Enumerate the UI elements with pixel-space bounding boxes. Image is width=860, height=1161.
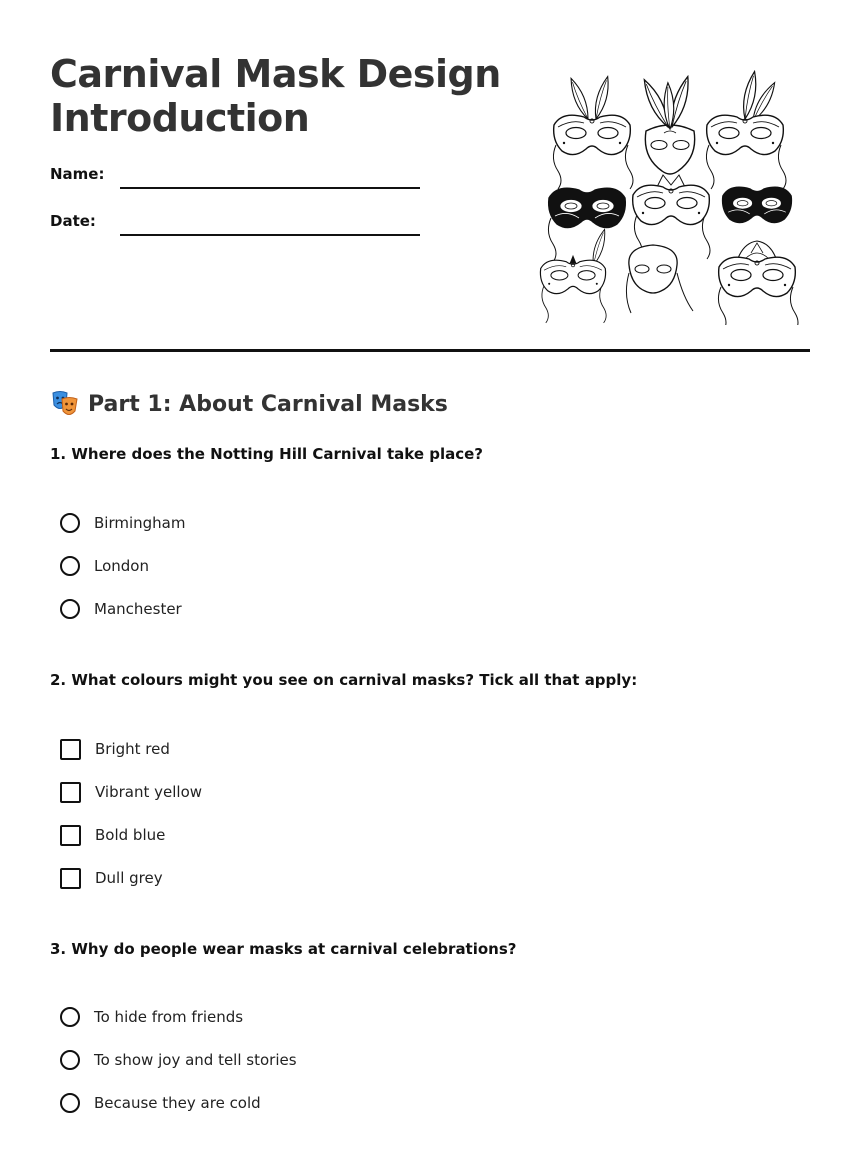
question-2: 2. What colours might you see on carnival masks? Tick all that apply: xyxy=(50,671,638,689)
q3-option-show-joy[interactable] xyxy=(60,1048,297,1072)
title-line-2: Introduction xyxy=(50,96,310,140)
question-3: 3. Why do people wear masks at carnival celebrations? xyxy=(50,940,517,958)
q2-option-dull-grey[interactable] xyxy=(60,866,163,890)
radio-button[interactable] xyxy=(60,1007,80,1027)
q3-option-hide-from-friends[interactable] xyxy=(60,1005,243,1029)
q1-option-london[interactable] xyxy=(60,554,149,578)
option-label: Bright red xyxy=(95,740,170,758)
radio-button[interactable] xyxy=(60,1050,80,1070)
section-heading xyxy=(50,387,448,421)
q2-option-bright-red[interactable] xyxy=(60,737,170,761)
radio-button[interactable] xyxy=(60,1093,80,1113)
performing-arts-masks-icon xyxy=(50,389,80,419)
title-line-1: Carnival Mask Design xyxy=(50,52,501,96)
q2-option-bold-blue[interactable] xyxy=(60,823,165,847)
option-label: Because they are cold xyxy=(94,1094,261,1112)
option-label: London xyxy=(94,557,149,575)
header-divider xyxy=(50,349,810,352)
radio-button[interactable] xyxy=(60,599,80,619)
checkbox[interactable] xyxy=(60,825,81,846)
option-label: Bold blue xyxy=(95,826,166,844)
checkbox[interactable] xyxy=(60,782,81,803)
name-field[interactable] xyxy=(120,187,420,189)
option-label: To hide from friends xyxy=(94,1008,244,1026)
checkbox[interactable] xyxy=(60,868,81,889)
option-label: Vibrant yellow xyxy=(95,783,203,801)
page-title xyxy=(50,52,520,140)
option-label: Manchester xyxy=(94,600,182,618)
question-1: 1. Where does the Notting Hill Carnival take place? xyxy=(50,445,483,463)
carnival-masks-illustration xyxy=(535,65,805,325)
radio-button[interactable] xyxy=(60,513,80,533)
q1-option-manchester[interactable] xyxy=(60,597,182,621)
name-label: Name: xyxy=(50,165,105,183)
date-field[interactable] xyxy=(120,234,420,236)
date-label: Date: xyxy=(50,212,96,230)
checkbox[interactable] xyxy=(60,739,81,760)
q2-option-vibrant-yellow[interactable] xyxy=(60,780,202,804)
q1-option-birmingham[interactable] xyxy=(60,511,185,535)
radio-button[interactable] xyxy=(60,556,80,576)
option-label: To show joy and tell stories xyxy=(94,1051,297,1069)
q3-option-cold[interactable] xyxy=(60,1091,261,1115)
option-label: Birmingham xyxy=(94,514,186,532)
section-heading-text: Part 1: About Carnival Masks xyxy=(88,391,448,417)
option-label: Dull grey xyxy=(95,869,163,887)
